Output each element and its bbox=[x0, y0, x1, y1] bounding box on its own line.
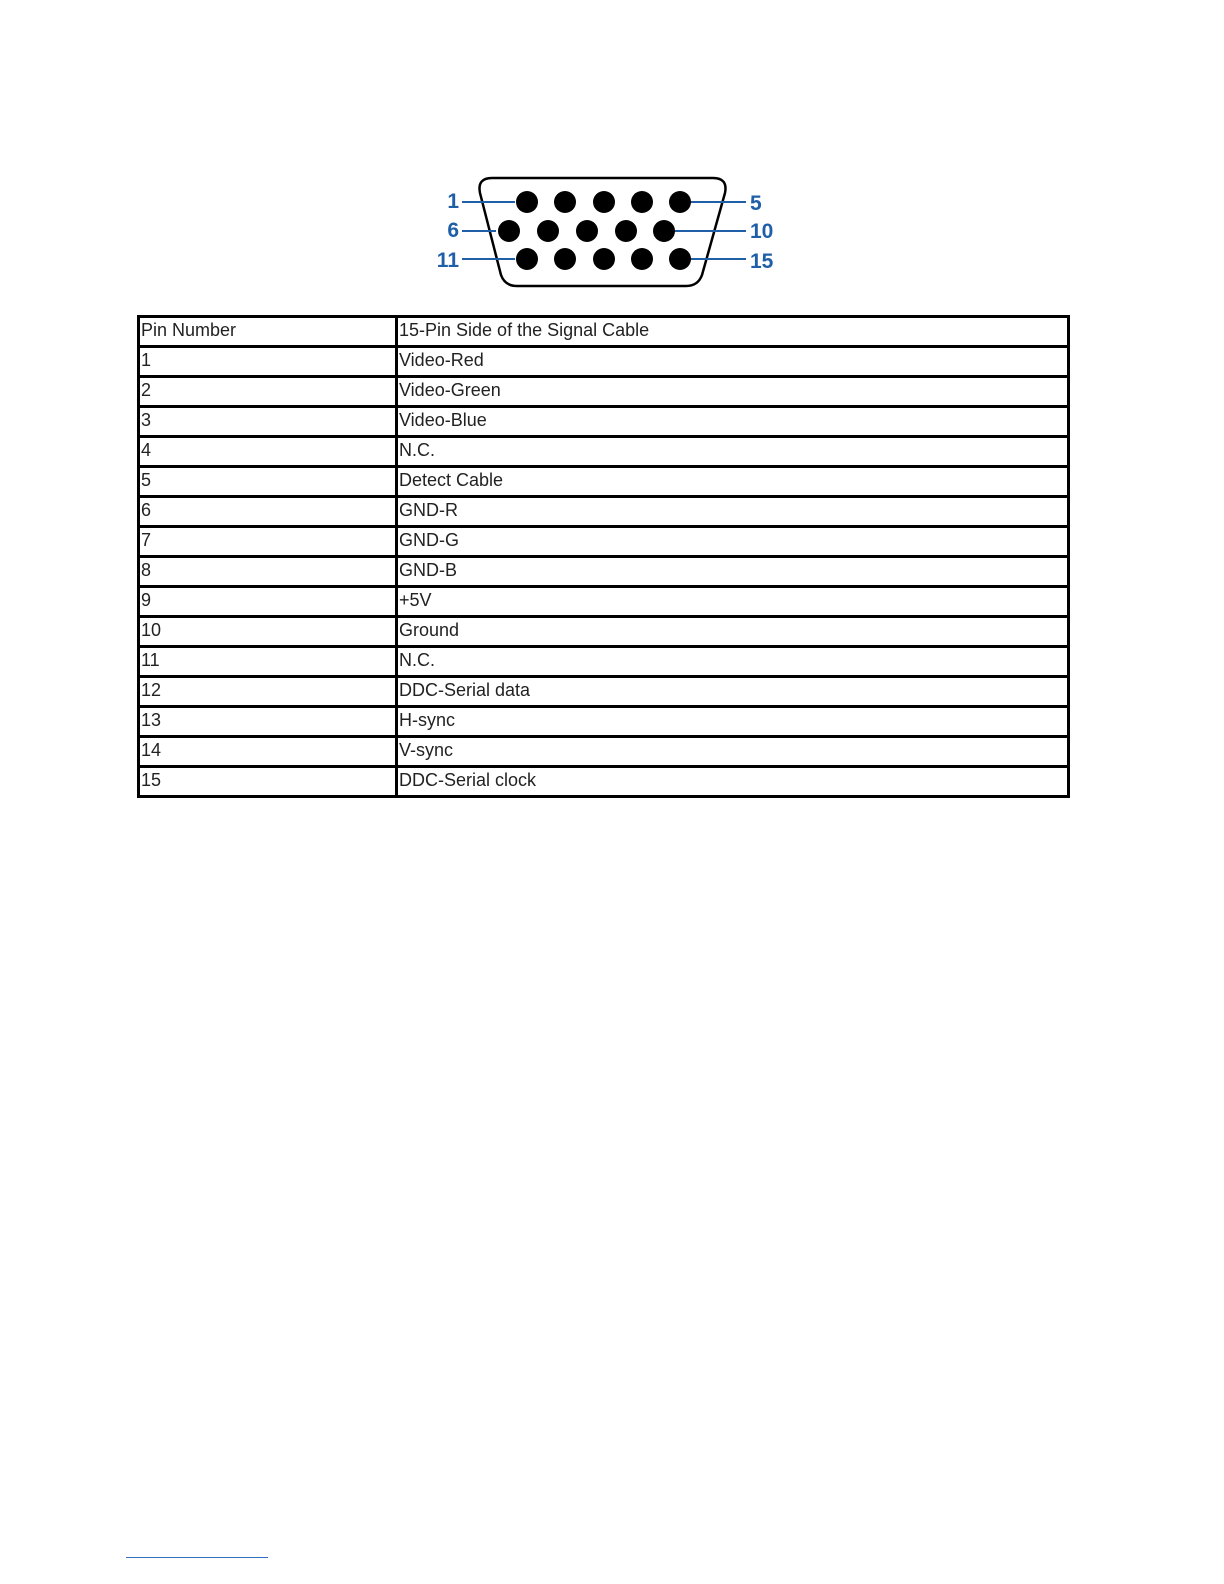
pin-15 bbox=[669, 248, 691, 270]
pin-5 bbox=[669, 191, 691, 213]
signal-cell: Video-Red bbox=[397, 347, 1069, 377]
signal-cell: +5V bbox=[397, 587, 1069, 617]
pin-4 bbox=[631, 191, 653, 213]
vga-connector-diagram bbox=[0, 0, 1224, 300]
callout-label-6: 6 bbox=[447, 219, 459, 242]
footer-divider bbox=[126, 1557, 268, 1558]
table-row bbox=[139, 527, 1069, 557]
pin-number-cell: 11 bbox=[139, 647, 397, 677]
table-row bbox=[139, 707, 1069, 737]
table-row bbox=[139, 407, 1069, 437]
pin-number-cell: 1 bbox=[139, 347, 397, 377]
pin-number-cell: 8 bbox=[139, 557, 397, 587]
signal-cell: Ground bbox=[397, 617, 1069, 647]
signal-cell: Detect Cable bbox=[397, 467, 1069, 497]
signal-cell: DDC-Serial clock bbox=[397, 767, 1069, 797]
signal-cell: H-sync bbox=[397, 707, 1069, 737]
pin-number-cell: 14 bbox=[139, 737, 397, 767]
pin-2 bbox=[554, 191, 576, 213]
signal-cell: GND-R bbox=[397, 497, 1069, 527]
pin-number-cell: 10 bbox=[139, 617, 397, 647]
pin-number-cell: 2 bbox=[139, 377, 397, 407]
pin-row-top bbox=[516, 191, 691, 213]
pin-number-cell: 12 bbox=[139, 677, 397, 707]
pin-11 bbox=[516, 248, 538, 270]
table-header-row bbox=[139, 317, 1069, 347]
pin-3 bbox=[593, 191, 615, 213]
pin-number-cell: 3 bbox=[139, 407, 397, 437]
pin-row-bottom bbox=[516, 248, 691, 270]
table-row bbox=[139, 617, 1069, 647]
signal-cell: N.C. bbox=[397, 647, 1069, 677]
signal-cell: N.C. bbox=[397, 437, 1069, 467]
pin-assignment-table bbox=[137, 315, 1070, 798]
pin-8 bbox=[576, 220, 598, 242]
table-row bbox=[139, 767, 1069, 797]
table-row bbox=[139, 737, 1069, 767]
pin-number-cell: 4 bbox=[139, 437, 397, 467]
table-row bbox=[139, 467, 1069, 497]
callout-label-15: 15 bbox=[750, 250, 774, 273]
signal-cell: GND-B bbox=[397, 557, 1069, 587]
signal-cell: Video-Blue bbox=[397, 407, 1069, 437]
table-row bbox=[139, 497, 1069, 527]
pin-13 bbox=[593, 248, 615, 270]
header-signal: 15-Pin Side of the Signal Cable bbox=[397, 317, 1069, 347]
table-row bbox=[139, 557, 1069, 587]
pin-10 bbox=[653, 220, 675, 242]
table-row bbox=[139, 437, 1069, 467]
table-row bbox=[139, 377, 1069, 407]
pin-number-cell: 7 bbox=[139, 527, 397, 557]
pin-number-cell: 5 bbox=[139, 467, 397, 497]
table-row bbox=[139, 677, 1069, 707]
pin-12 bbox=[554, 248, 576, 270]
signal-cell: Video-Green bbox=[397, 377, 1069, 407]
header-pin-number: Pin Number bbox=[139, 317, 397, 347]
signal-cell: V-sync bbox=[397, 737, 1069, 767]
table-row bbox=[139, 587, 1069, 617]
pin-1 bbox=[516, 191, 538, 213]
pin-number-cell: 9 bbox=[139, 587, 397, 617]
callout-label-11: 11 bbox=[436, 249, 459, 272]
callout-label-5: 5 bbox=[750, 192, 762, 215]
pin-number-cell: 13 bbox=[139, 707, 397, 737]
table-row bbox=[139, 647, 1069, 677]
pin-14 bbox=[631, 248, 653, 270]
signal-cell: GND-G bbox=[397, 527, 1069, 557]
pin-number-cell: 15 bbox=[139, 767, 397, 797]
pin-7 bbox=[537, 220, 559, 242]
pin-6 bbox=[498, 220, 520, 242]
callout-label-10: 10 bbox=[750, 220, 774, 243]
pin-row-middle bbox=[498, 220, 675, 242]
pin-number-cell: 6 bbox=[139, 497, 397, 527]
pin-9 bbox=[615, 220, 637, 242]
table-row bbox=[139, 347, 1069, 377]
signal-cell: DDC-Serial data bbox=[397, 677, 1069, 707]
callout-label-1: 1 bbox=[447, 190, 459, 213]
